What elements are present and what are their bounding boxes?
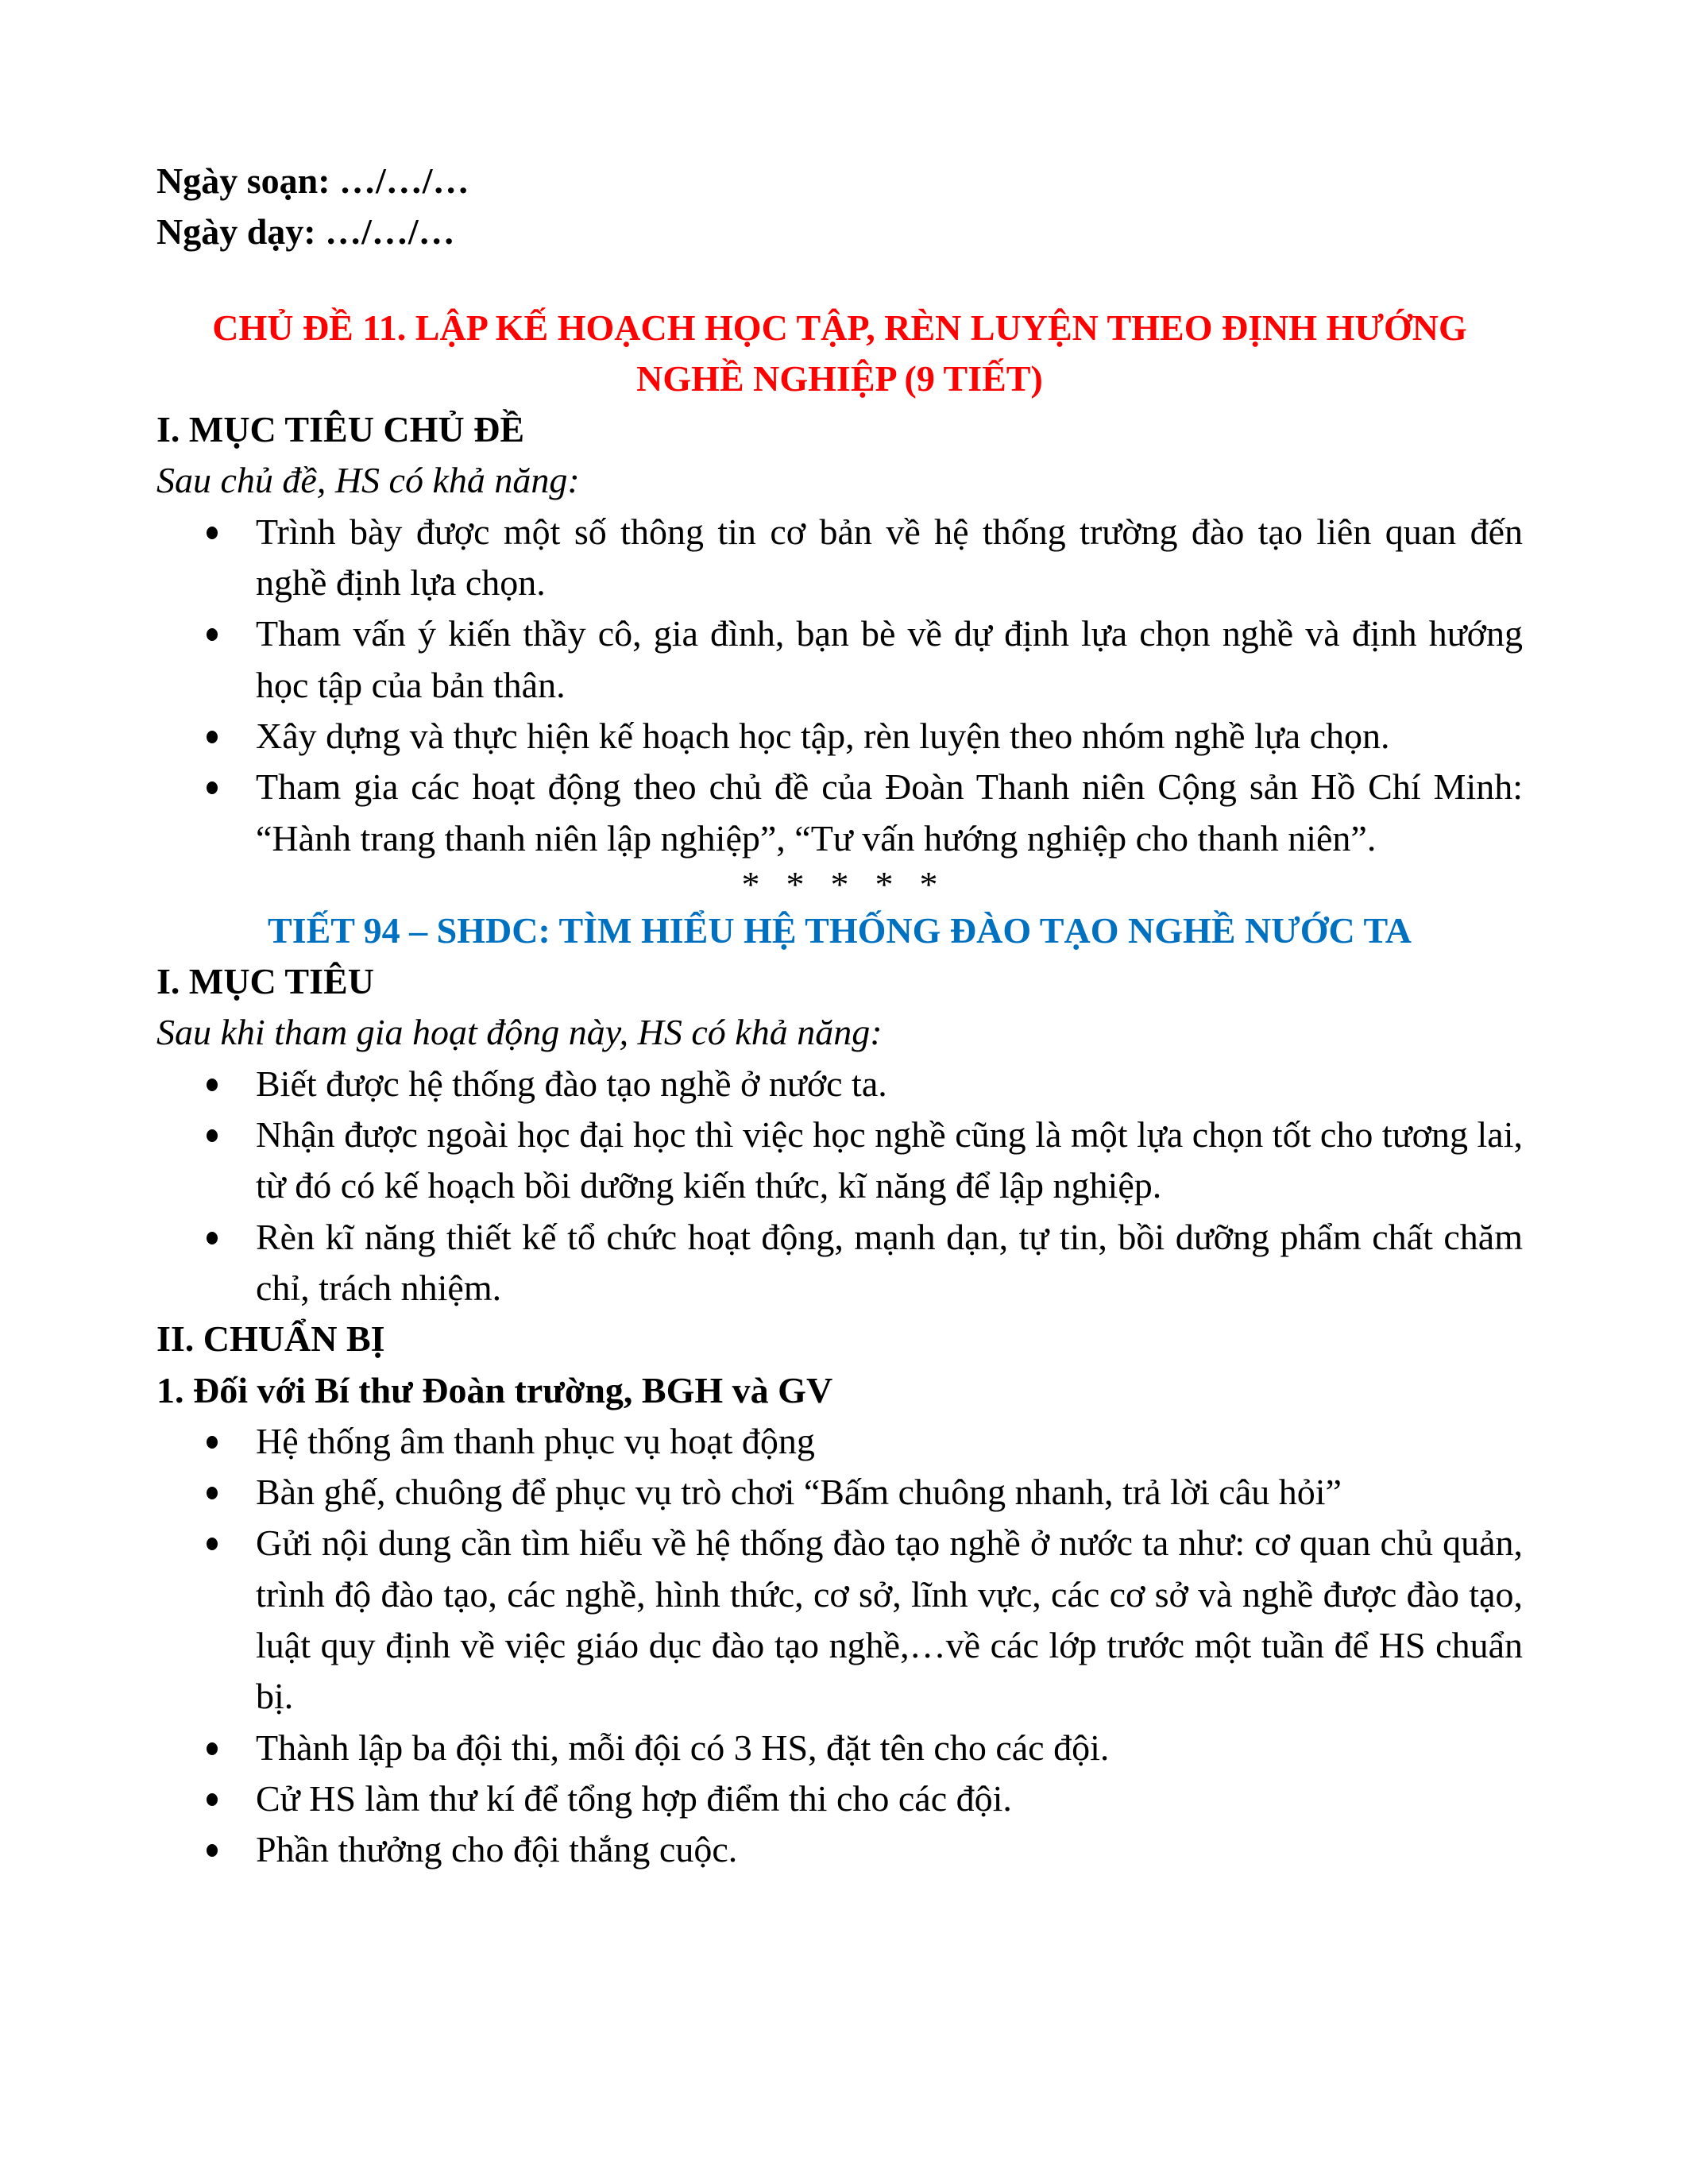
list-item — [156, 1773, 1523, 1824]
list-item — [156, 1212, 1523, 1314]
list-item-text: Rèn kĩ năng thiết kế tổ chức hoạt động, mạnh dạn, tự tin, bồi dưỡng phẩm chất chăm chỉ, trách nhiệm. — [256, 1216, 1523, 1308]
bullet-icon — [207, 1742, 218, 1755]
topic-objectives-heading: I. MỤC TIÊU CHỦ ĐỀ — [156, 409, 525, 450]
document-page — [156, 156, 1523, 1876]
preparation-list — [156, 1416, 1523, 1876]
bullet-icon — [207, 628, 218, 641]
list-item-text: Gửi nội dung cần tìm hiểu về hệ thống đào tạo nghề ở nước ta như: cơ quan chủ quản, trình độ đào tạo, các nghề, hình thức, cơ sở, lĩnh vực, các cơ sở và nghề được đào tạo, luật quy định về việc giáo dục đào tạo nghề,…về các lớp trước một tuần để HS chuẩn bị. — [256, 1522, 1523, 1717]
topic-objectives-list — [156, 507, 1523, 864]
bullet-icon — [207, 731, 218, 743]
list-item — [156, 1467, 1523, 1518]
list-item-text: Thành lập ba đội thi, mỗi đội có 3 HS, đặt tên cho các đội. — [256, 1727, 1110, 1768]
list-item — [156, 1723, 1523, 1773]
bullet-icon — [207, 1538, 218, 1550]
separator-stars — [156, 864, 1523, 905]
star: * — [875, 863, 894, 905]
star: * — [786, 863, 805, 905]
list-item — [156, 1109, 1523, 1212]
list-item-text: Xây dựng và thực hiện kế hoạch học tập, rèn luyện theo nhóm nghề lựa chọn. — [256, 715, 1390, 756]
list-item-text: Biết được hệ thống đào tạo nghề ở nước ta. — [256, 1063, 887, 1104]
star: * — [741, 863, 760, 905]
preparation-heading: II. CHUẨN BỊ — [156, 1318, 385, 1360]
list-item — [156, 608, 1523, 711]
bullet-icon — [207, 1232, 218, 1244]
list-item-text: Hệ thống âm thanh phục vụ hoạt động — [256, 1420, 815, 1461]
list-item — [156, 1416, 1523, 1467]
bullet-icon — [207, 781, 218, 794]
bullet-icon — [207, 1129, 218, 1142]
list-item-text: Tham vấn ý kiến thầy cô, gia đình, bạn bè về dự định lựa chọn nghề và định hướng học tập của bản thân. — [256, 613, 1523, 705]
topic-title-line2: NGHỀ NGHIỆP (9 TIẾT) — [636, 357, 1043, 399]
topic-title-line1: CHỦ ĐỀ 11. LẬP KẾ HOẠCH HỌC TẬP, RÈN LUYỆN THEO ĐỊNH HƯỚNG — [212, 307, 1467, 348]
bullet-icon — [207, 1793, 218, 1806]
bullet-icon — [207, 1436, 218, 1449]
lesson-title: TIẾT 94 – SHDC: TÌM HIỂU HỆ THỐNG ĐÀO TẠO NGHỀ NƯỚC TA — [268, 909, 1412, 951]
star: * — [919, 863, 938, 905]
bullet-icon — [207, 1078, 218, 1091]
bullet-icon — [207, 1487, 218, 1499]
date-taught: Ngày dạy: …/…/… — [156, 211, 455, 253]
date-prepared: Ngày soạn: …/…/… — [156, 160, 469, 201]
bullet-icon — [207, 527, 218, 539]
list-item-text: Trình bày được một số thông tin cơ bản về hệ thống trường đào tạo liên quan đến nghề định lựa chọn. — [256, 511, 1523, 604]
list-item-text: Phần thưởng cho đội thắng cuộc. — [256, 1829, 738, 1870]
topic-objectives-intro: Sau chủ đề, HS có khả năng: — [156, 460, 580, 501]
star: * — [830, 863, 849, 905]
lesson-objectives-list — [156, 1059, 1523, 1314]
list-item-text: Tham gia các hoạt động theo chủ đề của Đoàn Thanh niên Cộng sản Hồ Chí Minh: “Hành trang thanh niên lập nghiệp”, “Tư vấn hướng nghiệp cho thanh niên”. — [256, 766, 1523, 859]
list-item — [156, 1059, 1523, 1109]
list-item — [156, 711, 1523, 762]
list-item — [156, 1518, 1523, 1722]
list-item — [156, 507, 1523, 609]
list-item — [156, 762, 1523, 864]
lesson-objectives-heading: I. MỤC TIÊU — [156, 961, 374, 1002]
bullet-icon — [207, 1844, 218, 1857]
list-item — [156, 1824, 1523, 1875]
list-item-text: Bàn ghế, chuông để phục vụ trò chơi “Bấm chuông nhanh, trả lời câu hỏi” — [256, 1472, 1342, 1513]
list-item-text: Nhận được ngoài học đại học thì việc học nghề cũng là một lựa chọn tốt cho tương lai, từ đó có kế hoạch bồi dưỡng kiến thức, kĩ năng để lập nghiệp. — [256, 1114, 1523, 1206]
list-item-text: Cử HS làm thư kí để tổng hợp điểm thi cho các đội. — [256, 1777, 1012, 1819]
preparation-subheading: 1. Đối với Bí thư Đoàn trường, BGH và GV — [156, 1369, 833, 1410]
lesson-objectives-intro: Sau khi tham gia hoạt động này, HS có khả năng: — [156, 1012, 883, 1053]
